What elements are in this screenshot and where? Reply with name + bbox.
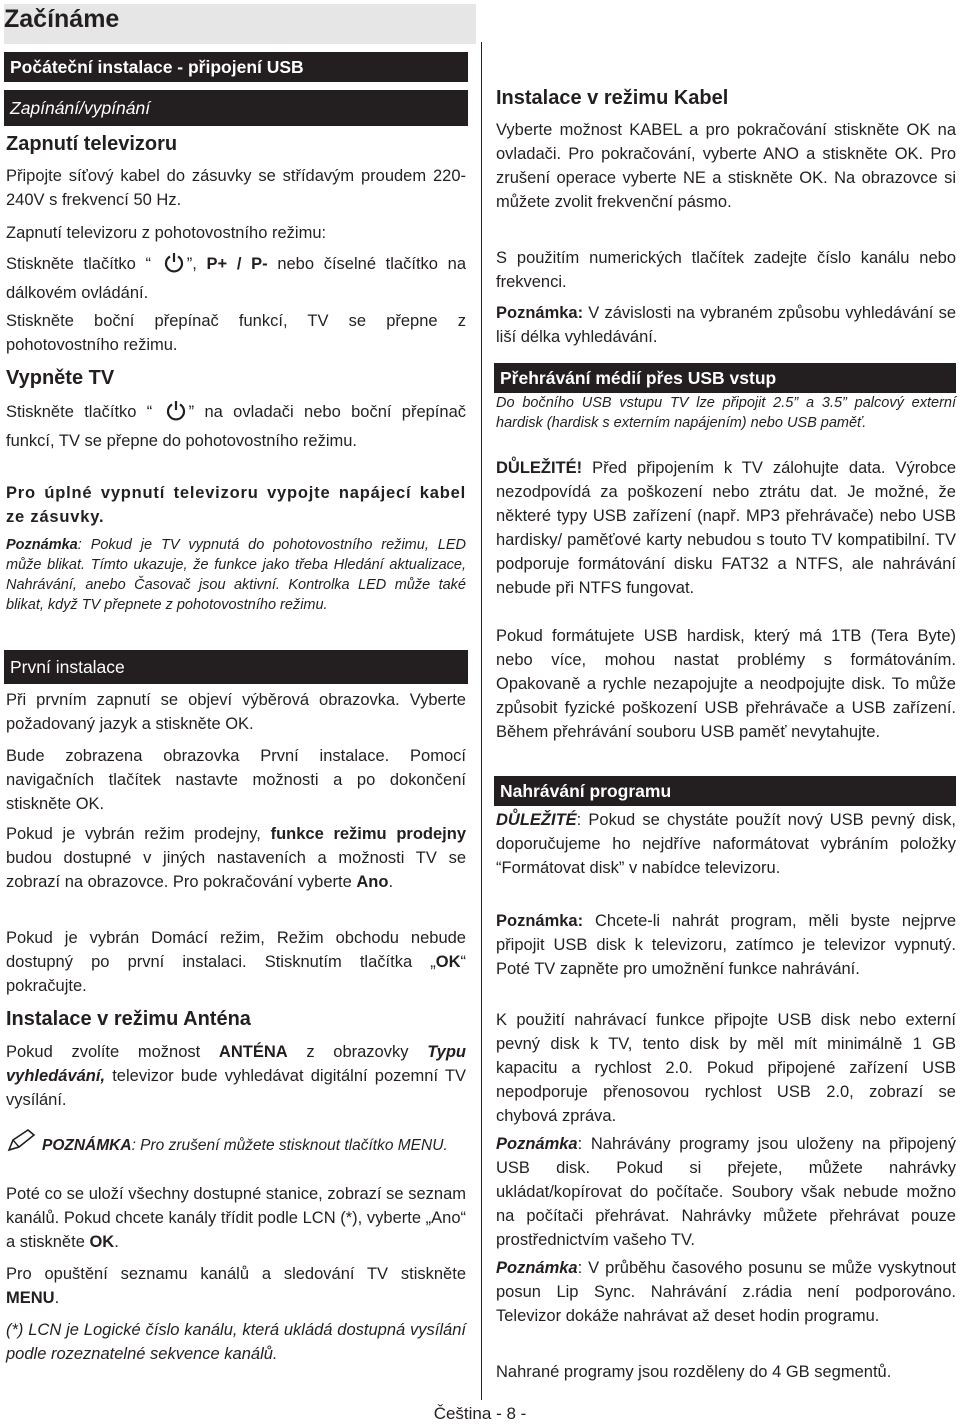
ant-p3-menu: MENU: [6, 1289, 55, 1307]
antenna-p3: [6, 1262, 466, 1310]
fi-p2: Bude zobrazena obrazovka První instalace. Pomocí navigačních tlačítek nastavte možnosti a po dokončení stiskněte OK.: [6, 747, 466, 813]
usb-p2-text: Před připojením k TV zálohujte data. Výrobce nezodpovídá za poškození nebo ztrátu dat. Je možné, že některé typy USB zařízení (např. MP3 přehrávače) nebo USB hardisky/ paměťové karty nebudou s touto TV kompatibilní. TV podporuje formátování disku FAT32 a NTFS, ale nahrávání nebude při NTFS fungovat.: [496, 459, 956, 597]
turn-off-p1: [6, 400, 466, 453]
note-menu-text: : Pro zrušení můžete stisknout tlačítko MENU.: [131, 1137, 448, 1154]
cable-note-label: Poznámka:: [496, 304, 584, 322]
section-bar-label: Počáteční instalace - připojení USB: [10, 57, 304, 77]
ant-p1-text-b: z obrazovky: [287, 1043, 428, 1061]
antenna-p2: [6, 1182, 466, 1254]
fi-p4-ok: OK: [435, 953, 461, 971]
turn-on-p4: Stiskněte boční přepínač funkcí, TV se přepne z pohotovostního režimu.: [6, 312, 466, 354]
ant-p2-text-b: .: [114, 1233, 119, 1251]
usb-p2: [496, 456, 956, 600]
ant-p3-text-a: Pro opuštění seznamu kanálů a sledování TV stiskněte: [6, 1265, 466, 1283]
usb-important-label: DŮLEŽITÉ!: [496, 459, 583, 477]
rec-p4-text: : Nahrávány programy jsou uloženy na připojený USB disk. Pokud si přejete, můžete nahrávky ukládat/kopírovat do počítače. Soubory však nebude možno na počítači přehrávat. Nahrávky můžete přehrávat pouze prostřednictvím vašeho TV.: [496, 1135, 956, 1249]
usb-p1: Do bočního USB vstupu TV lze připojit 2.5” a 3.5” palcový externí hardisk (hardisk s externím napájením) nebo USB paměť.: [496, 395, 956, 431]
fi-p3-bold: funkce režimu prodejny: [270, 825, 466, 843]
first-install-bar-label: První instalace: [10, 657, 125, 677]
turn-off-heading: Vypněte TV: [6, 367, 115, 389]
fi-p4-text-b: “ pokračujte.: [6, 953, 466, 995]
cable-heading: Instalace v režimu Kabel: [496, 87, 729, 109]
usb-p3: Pokud formátujete USB hardisk, který má 1TB (Tera Byte) nebo více, mohou nastat problémy s formátováním. Opakovaně a rychle nezapojujte a neodpojujte disk. To může způsobit fyzické poškození USB přehrávače a USB zařízení. Během přehrávání souboru USB paměť nevytahujte.: [496, 627, 956, 741]
page-footer: Čeština - 8 -: [433, 1404, 527, 1423]
fi-p3-ano: Ano: [356, 873, 389, 891]
turn-on-p3: [6, 252, 466, 305]
note-menu-label: POZNÁMKA: [42, 1137, 132, 1154]
recording-bar-label: Nahrávání programu: [500, 781, 672, 801]
pencil-icon: [6, 1128, 40, 1162]
usb-bar: [494, 363, 956, 393]
rec-p4-label: Poznámka: [496, 1135, 578, 1153]
turn-on-heading: Zapnutí televizoru: [6, 133, 178, 155]
rec-p1-text: : Pokud se chystáte použít nový USB pevný disk, doporučujeme ho nejdříve naformátovat vybráním položky “Formátovat disk” v nabídce televizoru.: [496, 811, 956, 877]
turn-on-p2: Zapnutí televizoru z pohotovostního režimu:: [6, 224, 327, 242]
cable-p2: S použitím numerických tlačítek zadejte číslo kanálu nebo frekvenci.: [496, 249, 956, 291]
section-bar: [4, 52, 468, 82]
fi-p4: [6, 926, 466, 998]
rec-important-label: DŮLEŽITÉ: [496, 811, 577, 829]
fi-p3: [6, 822, 466, 894]
rec-p5: [496, 1256, 956, 1328]
rec-p6: Nahrané programy jsou rozděleny do 4 GB segmentů.: [496, 1363, 892, 1381]
fi-p3-text-b: budou dostupné v jiných nastaveních a možnosti TV se zobrazí na obrazovce. Pro pokračování vyberte: [6, 849, 466, 891]
turn-on-p3-keys: P+ / P-: [206, 255, 268, 273]
fi-p4-text-a: Pokud je vybrán Domácí režim, Režim obchodu nebude dostupný po první instalaci. Stisknutím tlačítka „: [6, 929, 466, 971]
ant-p1-text-c: televizor bude vyhledávat digitální pozemní TV vysílání.: [6, 1067, 466, 1109]
rec-p2: [496, 909, 956, 981]
ant-p2-text-a: Poté co se uloží všechny dostupné stanice, zobrazí se seznam kanálů. Pokud chcete kanály třídit podle LCN (*), vyberte „Ano“ a stiskněte: [6, 1185, 466, 1251]
rec-p5-text: : V průběhu časového posunu se může vyskytnout posun Lip Sync. Nahrávání z.rádia není podporováno. Televizor dokáže nahrávat až deset hodin programu.: [496, 1259, 956, 1325]
fi-p1: Při prvním zapnutí se objeví výběrová obrazovka. Vyberte požadovaný jazyk a stiskněte OK.: [6, 691, 466, 733]
power-bar-label: Zapínání/vypínání: [10, 98, 151, 118]
fi-p3-text-c: .: [388, 873, 394, 891]
lcn-note: (*) LCN je Logické číslo kanálu, která ukládá dostupná vysílání podle rozeznatelné sekvence kanálů.: [6, 1321, 466, 1363]
rec-p5-label: Poznámka: [496, 1259, 578, 1277]
ant-p1-text-a: Pokud zvolíte možnost: [6, 1043, 219, 1061]
turn-on-p1: Připojte síťový kabel do zásuvky se střídavým proudem 220-240V s frekvencí 50 Hz.: [6, 167, 466, 209]
note-menu: [6, 1128, 466, 1162]
turn-off-note-text: : Pokud je TV vypnutá do pohotovostního režimu, LED může blikat. Tímto ukazuje, že funkce jako třeba Hledání aktualizace, Nahrávání, anebo Časovač jsou aktivní. Kontrolka LED může také blikat, když TV přepnete z pohotovostního režimu.: [6, 537, 466, 613]
cable-note: [496, 301, 956, 349]
turn-off-p1-text-a: Stiskněte tlačítko “: [6, 403, 153, 421]
ant-p3-text-b: .: [54, 1289, 60, 1307]
turn-off-note: [6, 535, 466, 615]
antenna-heading: Instalace v režimu Anténa: [6, 1008, 251, 1030]
fi-p3-text-a: Pokud je vybrán režim prodejny,: [6, 825, 271, 843]
ant-p1-bold: ANTÉNA: [218, 1043, 288, 1061]
first-install-bar: [4, 650, 468, 684]
turn-off-p1-text-b: ” na ovladači nebo boční přepínač funkcí, TV se přepne do pohotovostního režimu.: [6, 403, 466, 450]
rec-p2-text: Chcete-li nahrát program, měli byste nejprve připojit USB disk k televizoru, zatímco je televizor vypnutý. Poté TV zapněte pro umožnění funkce nahrávání.: [496, 912, 956, 978]
rec-p3: K použití nahrávací funkce připojte USB disk nebo externí pevný disk k TV, tento disk by měl mít minimálně 1 GB kapacitu a rychlost 2.0. Pokud připojené zařízení USB nepodporuje přenosovou rychlost USB 2.0, zobrazí se chybová zpráva.: [496, 1011, 956, 1125]
power-bar: [4, 90, 468, 126]
recording-bar: [494, 776, 956, 806]
power-icon: [163, 252, 185, 281]
ant-p2-ok: OK: [89, 1233, 115, 1251]
turn-on-p3-text-a: Stiskněte tlačítko “: [6, 255, 152, 273]
turn-off-note-label: Poznámka: [6, 537, 78, 553]
turn-on-p3-text-b: ”,: [186, 255, 207, 273]
ant-p1-bold-italic: Typu vyhledávání,: [6, 1043, 466, 1085]
usb-bar-label: Přehrávání médií přes USB vstup: [500, 368, 777, 388]
rec-note-label: Poznámka:: [496, 912, 584, 930]
power-icon: [165, 400, 187, 429]
rec-p4: [496, 1132, 956, 1252]
turn-off-warning: Pro úplné vypnutí televizoru vypojte napájecí kabel ze zásuvky.: [6, 484, 466, 526]
column-divider: [481, 42, 482, 1400]
page-title: Začínáme: [4, 5, 120, 33]
cable-note-text: V závislosti na vybraném způsobu vyhledávání se liší délka vyhledávání.: [496, 304, 956, 346]
antenna-p1: [6, 1040, 466, 1112]
cable-p1: Vyberte možnost KABEL a pro pokračování stiskněte OK na ovladači. Pro pokračování, vyberte ANO a stiskněte OK. Pro zrušení operace vyberte NE a stiskněte OK. Na obrazovce si můžete zvolit frekvenční pásmo.: [496, 121, 956, 211]
rec-p1: [496, 808, 956, 880]
turn-on-p3-text-c: nebo číselné tlačítko na dálkovém ovládání.: [6, 255, 466, 302]
